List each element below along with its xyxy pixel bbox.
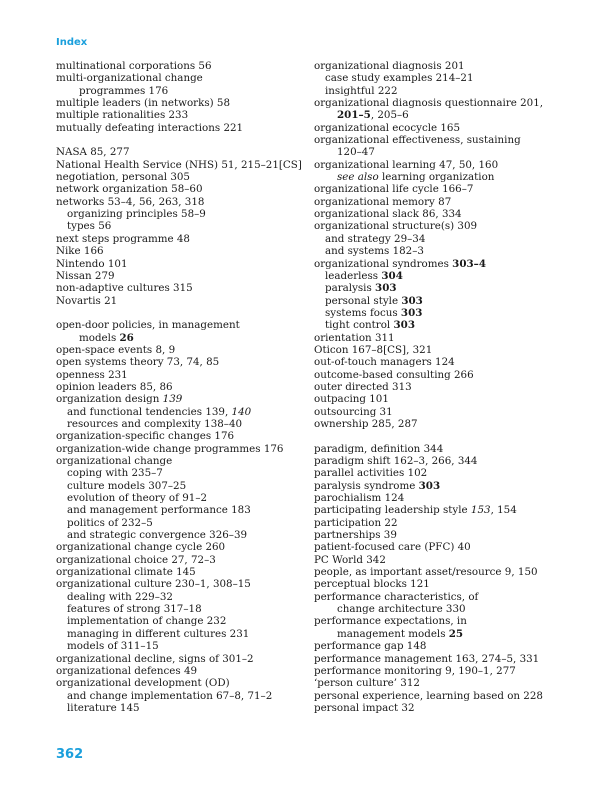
entry-text: organizational development (OD) bbox=[56, 677, 230, 690]
entry-text: multi-organizational change bbox=[56, 72, 203, 85]
index-entry bbox=[314, 480, 569, 492]
entry-text: types 56 bbox=[67, 220, 112, 233]
index-entry bbox=[56, 171, 301, 183]
entry-text: and systems 182–3 bbox=[325, 245, 424, 258]
entry-text: models bbox=[79, 331, 120, 344]
entry-text: patient-focused care (PFC) 40 bbox=[314, 541, 471, 554]
group-spacer bbox=[314, 430, 569, 442]
entry-text: openness 231 bbox=[56, 368, 128, 381]
index-subentry bbox=[56, 492, 301, 504]
index-subentry bbox=[56, 591, 301, 603]
index-subentry bbox=[314, 282, 569, 294]
index-column-right bbox=[314, 60, 569, 714]
entry-text: outcome-based consulting 266 bbox=[314, 368, 474, 381]
entry-text: dealing with 229–32 bbox=[67, 590, 173, 603]
index-entry-continuation bbox=[314, 146, 569, 158]
entry-text: organizing principles 58–9 bbox=[67, 208, 206, 221]
index-entry bbox=[56, 319, 301, 331]
entry-text: and strategy 29–34 bbox=[325, 232, 426, 245]
index-entry bbox=[56, 455, 301, 467]
index-entry bbox=[314, 467, 569, 479]
entry-text: open-door policies, in management bbox=[56, 319, 240, 332]
index-entry bbox=[314, 517, 569, 529]
index-entry bbox=[56, 295, 301, 307]
index-subentry bbox=[56, 504, 301, 516]
index-entry bbox=[314, 443, 569, 455]
index-entry bbox=[314, 208, 569, 220]
entry-text: Novartis 21 bbox=[56, 294, 118, 307]
index-entry bbox=[314, 196, 569, 208]
entry-text: 140 bbox=[231, 405, 252, 418]
index-entry bbox=[56, 356, 301, 368]
index-entry-continuation bbox=[56, 332, 301, 344]
entry-text: ownership 285, 287 bbox=[314, 417, 418, 430]
index-entry bbox=[314, 504, 569, 516]
entry-text: organizational memory 87 bbox=[314, 195, 452, 208]
index-entry bbox=[314, 369, 569, 381]
index-entry bbox=[314, 356, 569, 368]
entry-text: culture models 307–25 bbox=[67, 479, 187, 492]
entry-text: outer directed 313 bbox=[314, 380, 412, 393]
index-subentry bbox=[56, 702, 301, 714]
entry-text: performance management 163, 274–5, 331 bbox=[314, 652, 540, 665]
entry-text: negotiation, personal 305 bbox=[56, 171, 190, 184]
entry-text: 304 bbox=[381, 269, 403, 282]
index-entry bbox=[56, 381, 301, 393]
entry-text: partnerships 39 bbox=[314, 529, 397, 542]
entry-text: implementation of change 232 bbox=[67, 615, 227, 628]
index-entry bbox=[314, 665, 569, 677]
index-entry bbox=[56, 183, 301, 195]
index-subentry bbox=[56, 628, 301, 640]
entry-text: organizational ecocycle 165 bbox=[314, 121, 461, 134]
index-subentry bbox=[56, 529, 301, 541]
entry-text: outpacing 101 bbox=[314, 393, 389, 406]
entry-text: opinion leaders 85, 86 bbox=[56, 380, 173, 393]
index-entry bbox=[56, 282, 301, 294]
index-entry bbox=[56, 443, 301, 455]
entry-text: literature 145 bbox=[67, 701, 140, 714]
index-subentry bbox=[314, 245, 569, 257]
index-entry bbox=[314, 122, 569, 134]
entry-text: organizational choice 27, 72–3 bbox=[56, 553, 216, 566]
entry-text: resources and complexity 138–40 bbox=[67, 417, 243, 430]
entry-text: features of strong 317–18 bbox=[67, 603, 202, 616]
entry-text: organizational change cycle 260 bbox=[56, 541, 226, 554]
index-entry bbox=[314, 418, 569, 430]
index-entry bbox=[314, 60, 569, 72]
entry-text: 303–4 bbox=[452, 257, 486, 270]
entry-text: , 205–6 bbox=[370, 109, 409, 122]
entry-text: multiple rationalities 233 bbox=[56, 109, 189, 122]
entry-text: managing in different cultures 231 bbox=[67, 627, 250, 640]
entry-text: and management performance 183 bbox=[67, 504, 251, 517]
index-entry bbox=[56, 146, 301, 158]
index-column-left bbox=[56, 60, 301, 714]
index-entry bbox=[314, 406, 569, 418]
index-entry bbox=[56, 653, 301, 665]
entry-text: organizational syndromes bbox=[314, 257, 453, 270]
index-entry bbox=[56, 233, 301, 245]
index-subentry bbox=[314, 319, 569, 331]
index-entry bbox=[56, 245, 301, 257]
index-entry bbox=[56, 393, 301, 405]
entry-text: paralysis bbox=[325, 282, 376, 295]
index-subentry bbox=[56, 603, 301, 615]
entry-text: open systems theory 73, 74, 85 bbox=[56, 356, 220, 369]
index-entry bbox=[56, 97, 301, 109]
index-subentry bbox=[56, 208, 301, 220]
entry-text: paradigm shift 162–3, 266, 344 bbox=[314, 455, 478, 467]
entry-text: evolution of theory of 91–2 bbox=[67, 492, 208, 505]
entry-text: organization-specific changes 176 bbox=[56, 430, 235, 443]
index-subentry bbox=[56, 220, 301, 232]
entry-text: Nissan 279 bbox=[56, 269, 115, 282]
index-entry bbox=[314, 134, 569, 146]
entry-text: 303 bbox=[401, 294, 423, 307]
entry-text: 26 bbox=[119, 331, 134, 344]
entry-text: ‘person culture’ 312 bbox=[314, 677, 420, 690]
entry-text: personal impact 32 bbox=[314, 701, 415, 714]
entry-text: performance characteristics, of bbox=[314, 590, 479, 603]
index-entry bbox=[314, 97, 569, 109]
group-spacer bbox=[56, 134, 301, 146]
entry-text: politics of 232–5 bbox=[67, 516, 153, 529]
entry-text: case study examples 214–21 bbox=[325, 72, 474, 85]
index-subentry bbox=[56, 418, 301, 430]
index-entry bbox=[314, 566, 569, 578]
index-subentry bbox=[314, 307, 569, 319]
entry-text: programmes 176 bbox=[79, 84, 169, 97]
entry-text: insightful 222 bbox=[325, 84, 398, 97]
index-entry bbox=[56, 60, 301, 72]
entry-text: change architecture 330 bbox=[337, 603, 466, 616]
entry-text: organizational life cycle 166–7 bbox=[314, 183, 474, 196]
index-entry bbox=[314, 578, 569, 590]
index-subentry bbox=[314, 270, 569, 282]
entry-text: leaderless bbox=[325, 269, 382, 282]
entry-text: 25 bbox=[448, 627, 464, 640]
entry-text: 303 bbox=[418, 479, 441, 492]
entry-text: network organization 58–60 bbox=[56, 183, 203, 196]
entry-text: 120–47 bbox=[337, 146, 375, 159]
entry-text: performance monitoring 9, 190–1, 277 bbox=[314, 664, 516, 677]
index-subentry bbox=[314, 72, 569, 84]
entry-text: organizational change bbox=[56, 455, 173, 467]
entry-text: organization design bbox=[56, 393, 163, 406]
entry-text: coping with 235–7 bbox=[67, 467, 163, 480]
entry-text: 303 bbox=[393, 319, 415, 332]
entry-text: organizational culture 230–1, 308–15 bbox=[56, 578, 251, 591]
entry-text: parallel activities 102 bbox=[314, 467, 428, 480]
entry-text: perceptual blocks 121 bbox=[314, 578, 430, 591]
index-entry bbox=[56, 578, 301, 590]
index-entry bbox=[314, 159, 569, 171]
index-entry bbox=[314, 455, 569, 467]
entry-text: next steps programme 48 bbox=[56, 232, 190, 245]
entry-text: 303 bbox=[400, 306, 423, 319]
index-entry bbox=[56, 109, 301, 121]
index-entry bbox=[314, 640, 569, 652]
entry-text: performance gap 148 bbox=[314, 640, 427, 653]
entry-text: multiple leaders (in networks) 58 bbox=[56, 97, 230, 110]
index-entry bbox=[314, 529, 569, 541]
page-number: 362 bbox=[56, 747, 84, 762]
index-entry bbox=[56, 258, 301, 270]
entry-text: tight control bbox=[325, 319, 394, 332]
entry-text: Oticon 167–8[CS], 321 bbox=[314, 343, 433, 356]
index-subentry bbox=[56, 690, 301, 702]
entry-text: Nike 166 bbox=[56, 245, 104, 258]
entry-text: participation 22 bbox=[314, 516, 398, 529]
entry-text: learning organization bbox=[378, 171, 495, 184]
index-entry bbox=[56, 541, 301, 553]
entry-text: outsourcing 31 bbox=[314, 405, 393, 418]
entry-text: organizational decline, signs of 301–2 bbox=[56, 652, 254, 665]
index-entry-continuation bbox=[56, 85, 301, 97]
index-entry bbox=[314, 344, 569, 356]
index-entry bbox=[314, 702, 569, 714]
index-entry bbox=[314, 381, 569, 393]
entry-text: paralysis syndrome bbox=[314, 479, 419, 492]
index-entry bbox=[314, 183, 569, 195]
entry-text: organizational slack 86, 334 bbox=[314, 208, 462, 221]
entry-text: organizational defences 49 bbox=[56, 664, 198, 677]
entry-text: mutually defeating interactions 221 bbox=[56, 121, 244, 134]
entry-text: networks 53–4, 56, 263, 318 bbox=[56, 195, 205, 208]
entry-text: parochialism 124 bbox=[314, 492, 405, 505]
index-subentry bbox=[314, 85, 569, 97]
index-entry bbox=[56, 72, 301, 84]
entry-text: PC World 342 bbox=[314, 553, 386, 566]
index-entry bbox=[314, 615, 569, 627]
index-entry bbox=[56, 159, 301, 171]
index-subentry bbox=[314, 295, 569, 307]
index-entry bbox=[56, 270, 301, 282]
index-entry bbox=[56, 122, 301, 134]
entry-text: organization-wide change programmes 176 bbox=[56, 442, 284, 455]
entry-text: NASA 85, 277 bbox=[56, 146, 130, 159]
entry-text: organizational structure(s) 309 bbox=[314, 220, 478, 233]
index-entry bbox=[56, 554, 301, 566]
index-entry bbox=[314, 554, 569, 566]
index-entry bbox=[314, 541, 569, 553]
index-entry bbox=[314, 591, 569, 603]
index-entry bbox=[314, 220, 569, 232]
index-subentry bbox=[56, 480, 301, 492]
index-subentry bbox=[314, 233, 569, 245]
entry-text: personal experience, learning based on 228 bbox=[314, 689, 543, 702]
index-entry-continuation bbox=[314, 603, 569, 615]
entry-text: organizational climate 145 bbox=[56, 566, 196, 579]
index-entry bbox=[56, 677, 301, 689]
index-entry bbox=[314, 677, 569, 689]
index-subentry bbox=[56, 640, 301, 652]
entry-text: systems focus bbox=[325, 306, 401, 319]
entry-text: management models bbox=[337, 627, 449, 640]
index-subentry bbox=[56, 517, 301, 529]
entry-text: models of 311–15 bbox=[67, 640, 159, 653]
entry-text: people, as important asset/resource 9, 150 bbox=[314, 566, 538, 579]
entry-text: performance expectations, in bbox=[314, 615, 467, 628]
entry-text: and strategic convergence 326–39 bbox=[67, 529, 248, 542]
index-entry bbox=[314, 690, 569, 702]
entry-text: see also bbox=[337, 171, 379, 184]
entry-text: 201–5 bbox=[337, 109, 371, 122]
index-entry bbox=[56, 566, 301, 578]
entry-text: 139 bbox=[162, 393, 183, 406]
entry-text: open-space events 8, 9 bbox=[56, 343, 176, 356]
index-entry bbox=[314, 258, 569, 270]
entry-text: personal style bbox=[325, 294, 402, 307]
index-entry bbox=[314, 653, 569, 665]
index-entry-continuation bbox=[314, 109, 569, 121]
entry-text: National Health Service (NHS) 51, 215–21[CS] bbox=[56, 158, 302, 171]
index-entry bbox=[314, 332, 569, 344]
entry-text: 153 bbox=[470, 504, 491, 517]
index-entry bbox=[56, 369, 301, 381]
entry-text: Nintendo 101 bbox=[56, 257, 128, 270]
index-entry bbox=[56, 344, 301, 356]
entry-text: orientation 311 bbox=[314, 331, 395, 344]
index-entry bbox=[56, 196, 301, 208]
entry-text: multinational corporations 56 bbox=[56, 60, 212, 72]
index-subentry bbox=[56, 406, 301, 418]
index-entry bbox=[56, 665, 301, 677]
index-entry bbox=[314, 492, 569, 504]
entry-text: paradigm, definition 344 bbox=[314, 442, 444, 455]
entry-text: 303 bbox=[375, 282, 397, 295]
entry-text: organizational effectiveness, sustaining bbox=[314, 134, 521, 147]
index-subentry bbox=[56, 615, 301, 627]
index-entry-continuation bbox=[314, 171, 569, 183]
entry-text: organizational diagnosis questionnaire 201, bbox=[314, 97, 544, 110]
group-spacer bbox=[56, 307, 301, 319]
entry-text: and change implementation 67–8, 71–2 bbox=[67, 689, 273, 702]
entry-text: and functional tendencies 139, bbox=[67, 405, 232, 418]
index-entry-continuation bbox=[314, 628, 569, 640]
entry-text: , 154 bbox=[490, 504, 517, 517]
entry-text: organizational diagnosis 201 bbox=[314, 60, 465, 72]
entry-text: non-adaptive cultures 315 bbox=[56, 282, 193, 295]
index-entry bbox=[314, 393, 569, 405]
index-entry bbox=[56, 430, 301, 442]
entry-text: out-of-touch managers 124 bbox=[314, 356, 455, 369]
index-subentry bbox=[56, 467, 301, 479]
running-header: Index bbox=[56, 37, 88, 48]
entry-text: participating leadership style bbox=[314, 504, 471, 517]
entry-text: organizational learning 47, 50, 160 bbox=[314, 158, 499, 171]
